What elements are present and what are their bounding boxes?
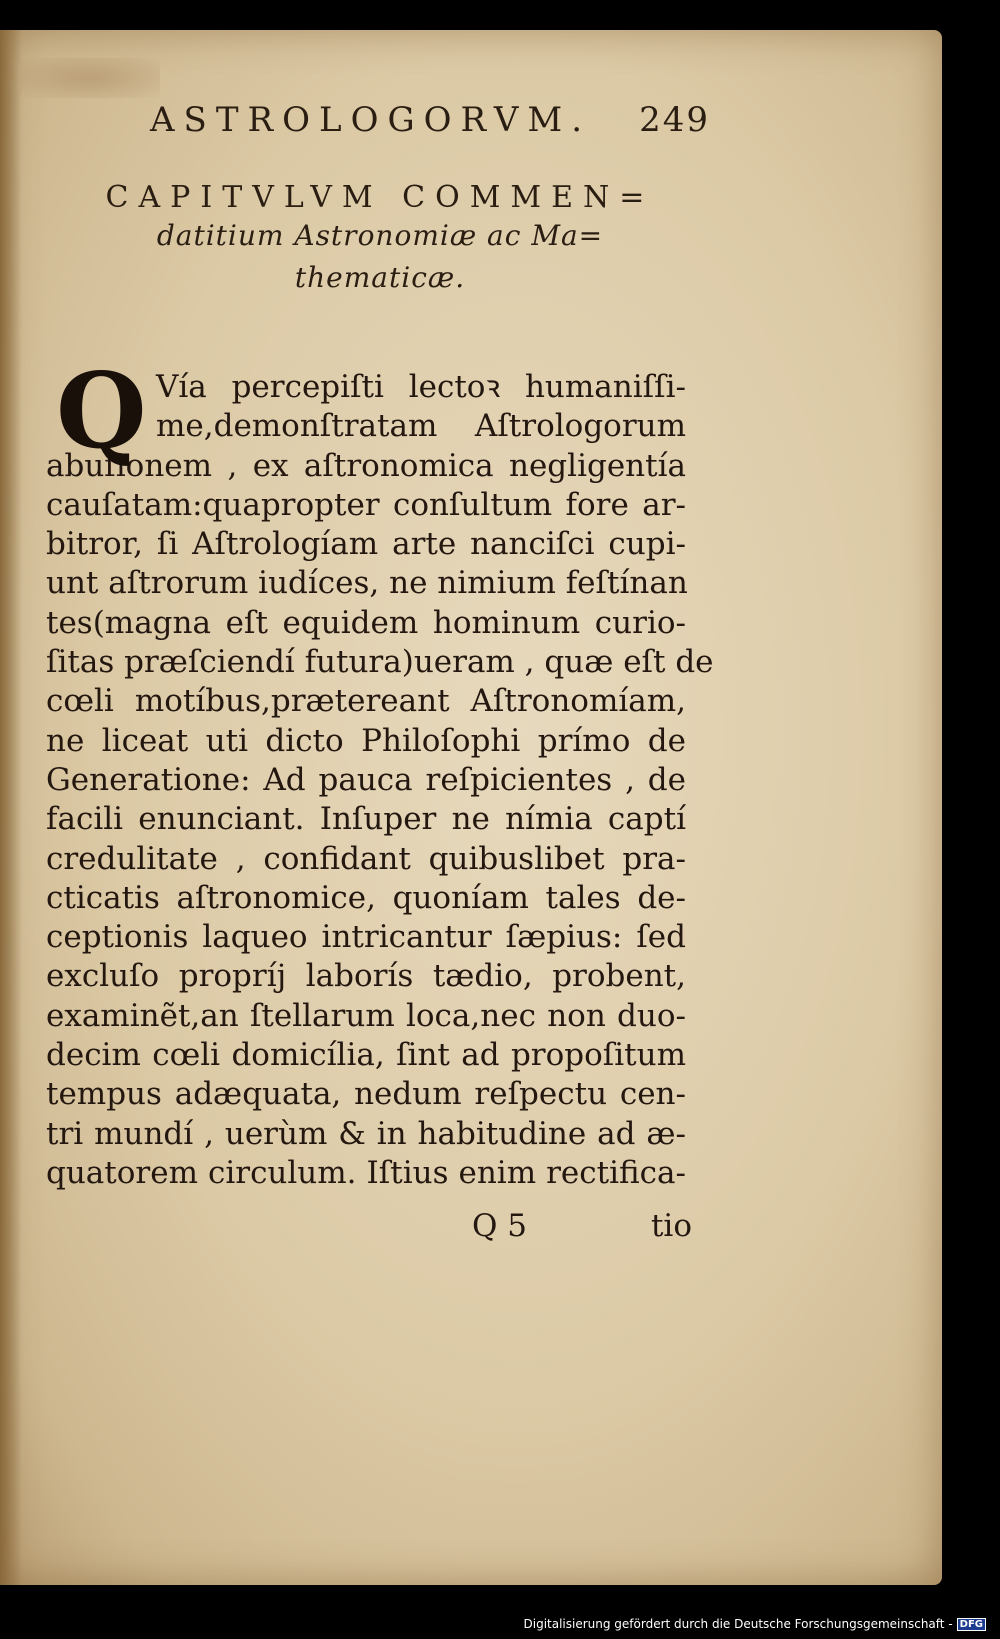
text-line: excluſo propríj laborís tædio, probent, <box>46 958 686 995</box>
text-line: facili enunciant. Inſuper ne nímia captí <box>46 801 686 838</box>
dfg-logo: DFG <box>957 1618 986 1631</box>
body-text <box>46 349 714 1193</box>
text-line: abuſionem , ex aſtronomica negligentía <box>46 447 686 484</box>
signature-mark: Q 5 <box>472 1208 527 1244</box>
chapter-title-line-2: datitium Astronomiæ ac Ma= <box>156 219 604 252</box>
text-line: quatorem circulum. Iſtius enim rectifica- <box>46 1154 686 1191</box>
text-line: bitror, ſi Aſtrologíam arte nanciſci cupi- <box>46 526 686 563</box>
digitization-footer <box>524 1617 987 1631</box>
page-number: 249 <box>639 100 710 140</box>
text-line: me,demonſtratam Aſtrologorum <box>156 408 686 445</box>
book-page <box>0 30 942 1585</box>
text-line: ſitas præſciendí futura)ueram , quæ eſt de <box>46 644 714 681</box>
text-line: unt aſtrorum iudíces, ne nimium feſtínan <box>46 565 688 602</box>
text-line: decim cœli domicília, ſint ad propoſitum <box>46 1037 686 1074</box>
text-line: Vía percepiſti lectoꝛ humaniſſi- <box>156 369 686 405</box>
text-line: tes(magna eſt equidem hominum curio- <box>46 604 686 641</box>
text-line: ne liceat uti dicto Philoſophi prímo de <box>46 722 686 759</box>
text-line: cœli motíbus,prætereant Aſtronomíam, <box>46 683 686 720</box>
text-line: tri mundí , uerùm & in habitudine ad æ- <box>46 1115 686 1152</box>
text-line: credulitate , confidant quibuslibet pra- <box>46 840 686 877</box>
drop-cap: Q <box>56 349 147 472</box>
running-head <box>150 100 710 140</box>
text-line: examinẽt,an ſtellarum loca,nec non duo- <box>46 997 686 1034</box>
text-line: tempus adæquata, nedum reſpectu cen- <box>46 1076 686 1113</box>
text-line: Generatione: Ad pauca reſpicientes , de <box>46 761 686 798</box>
chapter-title-line-3: thematicæ. <box>294 261 466 294</box>
footer-text: Digitalisierung gefördert durch die Deutsche Forschungsgemeinschaft - <box>523 1617 953 1631</box>
catchword: tio <box>650 1208 692 1244</box>
chapter-title <box>100 180 660 299</box>
text-line: cticatis aſtronomice, quoníam tales de- <box>46 879 686 916</box>
chapter-title-line-1: CAPITVLVM COMMEN= <box>105 180 655 215</box>
running-head-title: ASTROLOGORVM. <box>150 100 592 140</box>
text-line: cauſatam:quapropter conſultum fore ar- <box>46 486 686 523</box>
text-line: ceptionis laqueo intricantur ſæpius: ſed <box>46 919 686 956</box>
paper-stain <box>20 58 160 98</box>
